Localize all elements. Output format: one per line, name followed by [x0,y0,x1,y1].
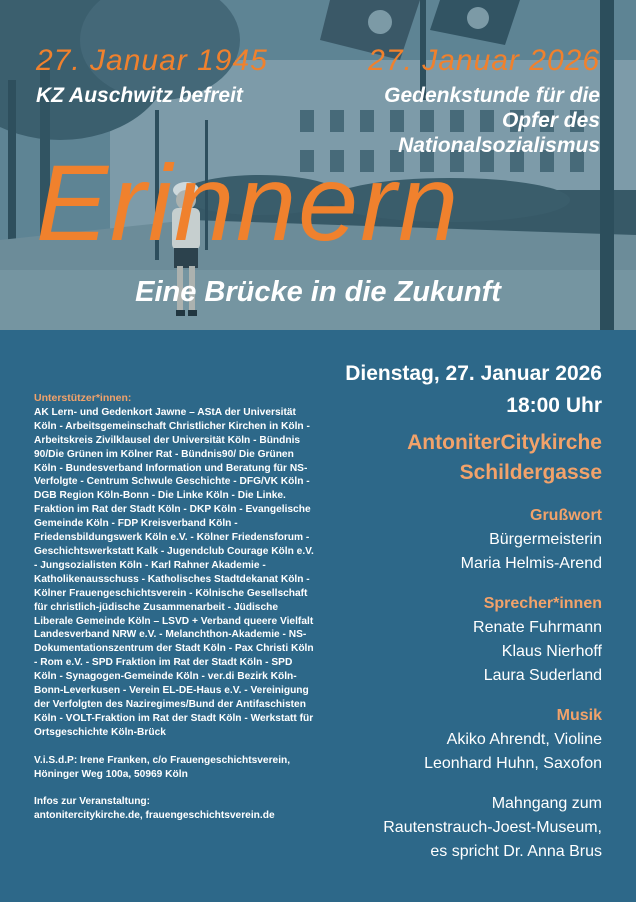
historic-street-photo [0,0,636,330]
supporters-list: AK Lern- und Gedenkort Jawne – AStA der Universität Köln - Arbeitsgemeinschaft Christlicher Kirchen in Köln - Arbeitskreis Zivilklausel der Universität Köln - Bündnis 90/Die Grünen im Kölner Rat - Bündnis90/ Die Grünen Köln - Bundesverband Information und Beratung für NS-Verfolgte - Centrum Schwule Geschichte - DFG/VK Köln - DGB Region Köln-Bonn - Die Linke Köln - Die Linke. Fraktion im Rat der Stadt Köln - DKP Köln - Evangelische Gemeinde Köln - FDP Kreisverband Köln - Friedensbildungswerk Köln e.V. - Kölner Friedensforum - Geschichtswerkstatt Kalk - Jugendclub Courage Köln e.V. - Jungsozialisten Köln - Karl Rahner Akademie - Katholikenausschuss - Katholisches Stadtdekanat Köln - Kölner Frauengeschichtsverein - Kölnische Gesellschaft für christlich-jüdische Zusammenarbeit - Jüdische Liberale Gemeinde Köln – LSVD + Verband queere Vielfalt Landesverband NRW e.V. - Melanchthon-Akademie - NS-Dokumentationszentrum der Stadt Köln - Pax Christi Köln - Rom e.V. - SPD Fraktion im Rat der Stadt Köln - SPD Köln - Synagogen-Gemeinde Köln - ver.di Bezirk Köln-Bonn-Leverkusen - Verein EL-DE-Haus e.V. - Vereinigung der Verfolgten des Naziregimes/Bund der Antifaschisten Köln - VOLT-Fraktion im Rat der Stadt Köln - Werkstatt für Ortsgeschichte Köln-Brück [34,406,314,738]
event-info-label: Infos zur Veranstaltung: [34,796,151,808]
venue-name: AntoniterCitykirche [407,431,602,454]
venue-street: Schildergasse [459,461,602,484]
grusswort-heading: Grußwort [530,507,602,524]
event-info-websites: antonitercitykirche.de, frauengeschichtsverein.de [34,810,275,822]
music-heading: Musik [556,707,602,724]
headline: Erinnern [36,142,461,263]
commemoration-subtitle: Gedenkstunde für die Opfer des Nationalsozialismus [384,84,600,157]
event-date: Dienstag, 27. Januar 2026 [345,362,602,385]
tagline: Eine Brücke in die Zukunft [135,276,501,308]
imprint [34,754,314,782]
memorial-march-line: Rautenstrauch-Joest-Museum, [383,819,602,836]
speaker-name: Renate Fuhrmann [473,619,602,636]
auschwitz-liberated-subtitle: KZ Auschwitz befreit [36,84,243,107]
speaker-name: Klaus Nierhoff [501,643,602,660]
supporters-column [34,392,314,823]
memorial-march-line: Mahngang zum [491,795,602,812]
date-2026: 27. Januar 2026 [368,44,600,77]
speaker-name: Laura Suderland [483,667,602,684]
imprint-line: V.i.S.d.P: Irene Franken, c/o Frauengeschichtsverein, [34,754,291,766]
date-1945: 27. Januar 1945 [36,44,268,77]
supporters-heading: Unterstützer*innen: [34,392,132,404]
imprint-line: Höninger Weg 100a, 50969 Köln [34,768,188,780]
event-time: 18:00 Uhr [506,394,602,417]
musician: Akiko Ahrendt, Violine [446,731,602,748]
event-info [34,795,314,823]
grusswort-line: Bürgermeisterin [489,531,602,548]
grusswort-line: Maria Helmis-Arend [460,555,602,572]
memorial-march-line: es spricht Dr. Anna Brus [430,843,602,860]
speakers-heading: Sprecher*innen [483,595,602,612]
event-details [282,358,602,864]
musician: Leonhard Huhn, Saxofon [424,755,602,772]
